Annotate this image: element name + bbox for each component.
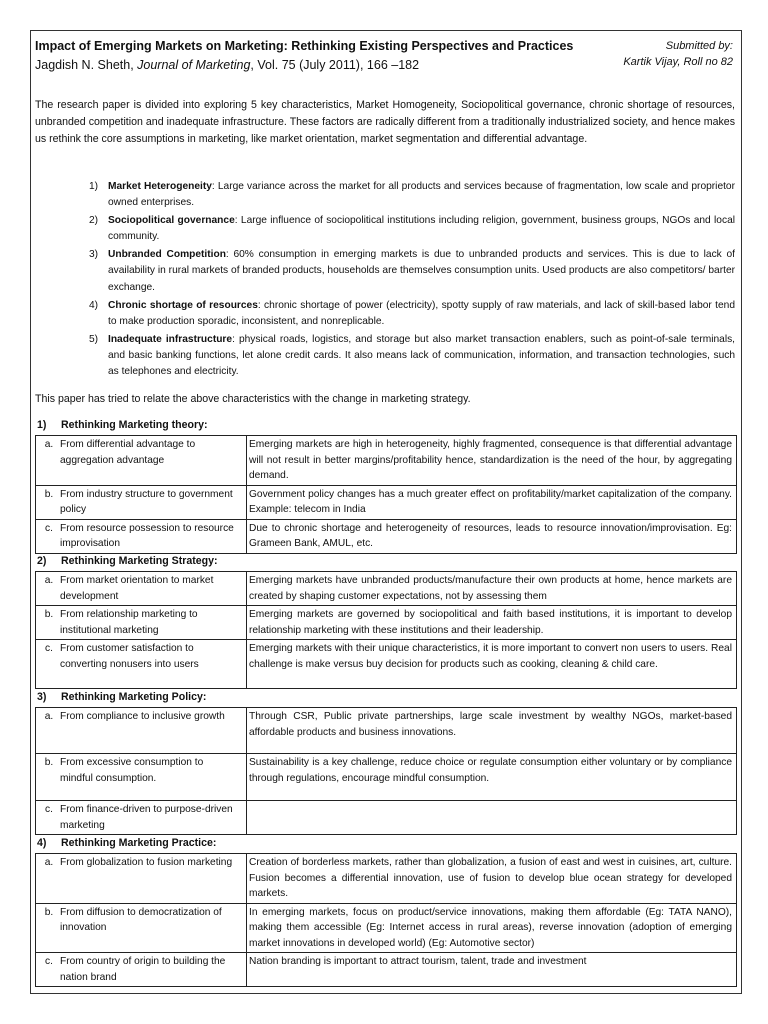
row-letter: a. <box>44 857 54 868</box>
row-letter: c. <box>45 956 53 967</box>
section-number: 2) <box>37 555 47 567</box>
section-heading-practice <box>37 837 216 849</box>
section-title: Rethinking Marketing Policy: <box>61 691 207 703</box>
table-row <box>36 572 737 606</box>
section-number: 3) <box>37 691 47 703</box>
citation-journal: Journal of Marketing <box>137 58 251 72</box>
list-term: Market Heterogeneity <box>108 181 212 192</box>
list-term: Chronic shortage of resources <box>108 299 258 311</box>
transition-paragraph: This paper has tried to relate the above characteristics with the change in marketing strategy. <box>35 393 471 405</box>
section-heading-theory <box>37 419 208 431</box>
list-text: : Large variance across the market for all products and services because of fragmentation, low scale and proprietor owned enterprises. <box>108 181 735 209</box>
section-heading-policy <box>37 691 206 703</box>
section-number: 4) <box>37 837 47 849</box>
row-letter: b. <box>44 906 54 918</box>
table-row <box>36 754 737 801</box>
row-label: From resource possession to resource improvisation <box>60 522 234 549</box>
section-heading-strategy <box>37 555 218 567</box>
characteristics-list <box>89 179 735 382</box>
table-row <box>36 485 737 519</box>
section-number: 1) <box>37 419 47 431</box>
document-page <box>30 30 742 994</box>
submitter-name: Kartik Vijay, Roll no 82 <box>623 56 733 68</box>
section-title: Rethinking Marketing Practice: <box>61 837 217 849</box>
row-label: From compliance to inclusive growth <box>60 711 225 722</box>
submitted-by-block <box>623 38 733 70</box>
table-row <box>36 606 737 640</box>
list-term: Unbranded Competition <box>108 249 226 261</box>
list-text: : physical roads, logistics, and storage but also market transaction enablers, such as point-of-sale terminals, and basic banking functions, let alone credit cards. It also means lack of communication, information, and transaction technologies, such as telephones and electricity. <box>108 333 736 378</box>
row-label: From customer satisfaction to converting nonusers into users <box>60 643 199 670</box>
row-description: Due to chronic shortage and heterogeneity of resources, leads to resource innovation/improvisation. Eg: Grameen Bank, AMUL, etc. <box>247 519 737 553</box>
list-item <box>89 213 735 246</box>
row-label-cell <box>36 572 247 606</box>
list-number: 3) <box>89 249 99 261</box>
row-letter: c. <box>45 804 53 815</box>
list-item <box>89 179 735 212</box>
list-text: : Large influence of sociopolitical institutions including religion, government, business groups, NGOs and local community. <box>108 215 735 243</box>
list-text: : 60% consumption in emerging markets is due to unbranded products and services. This is due to lack of availability in rural markets of branded products, households are themselves consumption units. Used products are also competitors/ barter exchange. <box>108 249 735 293</box>
list-term: Sociopolitical governance <box>108 215 235 227</box>
row-label: From diffusion to democratization of innovation <box>60 906 222 933</box>
table-row <box>36 801 737 835</box>
section-title: Rethinking Marketing Strategy: <box>61 555 218 567</box>
section-table-theory <box>35 435 737 554</box>
row-label: From finance-driven to purpose-driven marketing <box>60 804 233 831</box>
row-label-cell <box>36 903 247 953</box>
row-label-cell <box>36 754 247 801</box>
list-item <box>89 247 735 296</box>
submitted-label: Submitted by: <box>665 40 733 52</box>
row-label-cell <box>36 708 247 754</box>
row-letter: b. <box>44 757 54 768</box>
list-number: 1) <box>89 181 99 192</box>
row-label: From relationship marketing to institutional marketing <box>60 609 198 636</box>
row-description: Government policy changes has a much greater effect on profitability/market capitalization of the company. Example: telecom in India <box>247 485 737 519</box>
row-description <box>247 801 737 835</box>
row-letter: a. <box>44 711 54 722</box>
row-letter: b. <box>44 609 54 620</box>
table-row <box>36 436 737 486</box>
row-description: Nation branding is important to attract tourism, talent, trade and investment <box>247 953 737 987</box>
row-description: Creation of borderless markets, rather than globalization, a fusion of east and west in cuisines, art, culture. Fusion becomes a differential innovation, use of fusion to develop blue ocean strategy for developed markets. <box>247 854 737 904</box>
row-label-cell <box>36 953 247 987</box>
section-table-practice <box>35 853 737 987</box>
list-text: : chronic shortage of power (electricity), spotty supply of raw materials, and lack of skill-based labor tend to make production sporadic, inconsistent, and nonreplicable. <box>108 299 735 327</box>
table-row <box>36 640 737 689</box>
row-label-cell <box>36 801 247 835</box>
table-row <box>36 854 737 904</box>
table-row <box>36 903 737 953</box>
row-label: From excessive consumption to mindful consumption. <box>60 757 204 784</box>
row-description: Emerging markets with their unique characteristics, it is more important to convert non users to users. Real challenge is make versus buy decision for products such as cooking, cleaning & child care. <box>247 640 737 689</box>
section-table-strategy <box>35 571 737 689</box>
row-description: In emerging markets, focus on product/service innovations, making them affordable (Eg: TATA NANO), making them accessible (Eg: Internet access in rural areas), reverse innovation (adoption of emerging market innovations in developed world) (Eg: Automotive sector) <box>247 903 737 953</box>
paper-title: Impact of Emerging Markets on Marketing: Rethinking Existing Perspectives and Practices <box>35 39 574 53</box>
list-item <box>89 298 735 331</box>
row-letter: a. <box>44 575 54 586</box>
table-row <box>36 708 737 754</box>
row-label-cell <box>36 606 247 640</box>
row-label: From globalization to fusion marketing <box>60 857 233 868</box>
row-label-cell <box>36 485 247 519</box>
list-term: Inadequate infrastructure <box>108 333 233 345</box>
list-number: 4) <box>89 299 99 311</box>
section-title: Rethinking Marketing theory: <box>61 419 208 431</box>
row-label-cell <box>36 854 247 904</box>
row-label-cell <box>36 436 247 486</box>
citation-details: , Vol. 75 (July 2011), 166 –182 <box>250 58 420 72</box>
row-label-cell <box>36 640 247 689</box>
row-description: Emerging markets are high in heterogeneity, highly fragmented, consequence is that differential advantage will not result in better margins/profitability hence, standardization is the need of the hour, by aggregating demand. <box>247 436 737 486</box>
table-row <box>36 519 737 553</box>
table-row <box>36 953 737 987</box>
row-label: From differential advantage to aggregation advantage <box>60 439 196 466</box>
row-label: From market orientation to market development <box>60 575 214 602</box>
row-description: Emerging markets are governed by sociopolitical and faith based institutions, it is important to develop relationship marketing with these institutions and their leadership. <box>247 606 737 640</box>
row-description: Emerging markets have unbranded products/manufacture their own products at home, hence markets are created by shaping customer expectations, not by assessing them <box>247 572 737 606</box>
row-letter: a. <box>44 439 54 450</box>
row-label: From country of origin to building the nation brand <box>60 956 226 983</box>
row-description: Sustainability is a key challenge, reduce choice or regulate consumption either voluntary or by compliance through regulations, encourage mindful consumption. <box>247 754 737 801</box>
row-label-cell <box>36 519 247 553</box>
row-label: From industry structure to government policy <box>60 488 233 515</box>
list-item <box>89 332 735 381</box>
intro-paragraph: The research paper is divided into exploring 5 key characteristics, Market Homogeneity, Sociopolitical governance, chronic shortage of resources, unbranded competition and inadequate infrastructure. These factors are radically different from a traditionally industrialized society, and hence makes us rethink the core assumptions in marketing, like market orientation, market segmentation and differential advantage. <box>35 99 735 145</box>
row-letter: b. <box>44 488 54 500</box>
row-description: Through CSR, Public private partnerships, large scale investment by wealthy NGOs, market-based affordable products and business innovations. <box>247 708 737 754</box>
row-letter: c. <box>45 643 53 654</box>
list-number: 2) <box>89 215 99 227</box>
list-number: 5) <box>89 333 99 345</box>
section-table-policy <box>35 707 737 835</box>
citation-author: Jagdish N. Sheth, <box>35 58 138 72</box>
row-letter: c. <box>45 522 53 534</box>
